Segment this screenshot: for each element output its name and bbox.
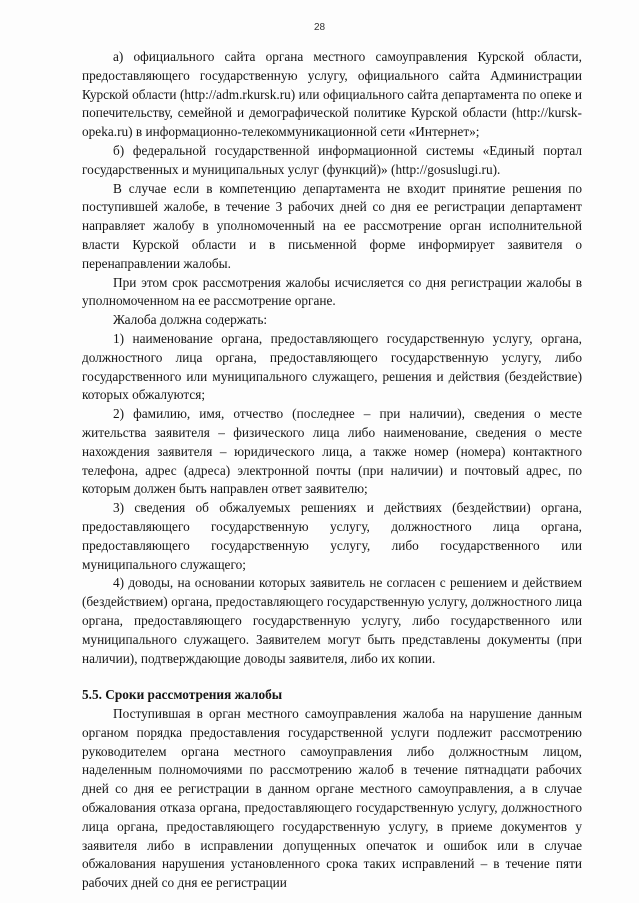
paragraph-requirement-4: 4) доводы, на основании которых заявитель не согласен с решением и действием (бездействием) органа, предоставляющего государственную услугу, должностного лица органа, предоставляющего государственную услугу, либо государственного или муниципального служащего. Заявителем могут быть представлены документы (при наличии), подтверждающие доводы заявителя, либо их копии. [82,575,582,666]
paragraph-item-a: а) официального сайта органа местного самоуправления Курской области, предоставляющего государственную услугу, официального сайта Администрации Курской области (http://adm.rkursk.ru) или официального сайта департамента по опеке и попечительству, семейной и демографической политике Курской области (http://kursk-opeka.ru) в информационно-телекоммуникационной сети «Интернет»; [82,49,582,140]
section-heading: 5.5. Сроки рассмотрения жалобы [82,687,283,703]
paragraph-item-b: б) федеральной государственной информационной системы «Единый портал государственных и муниципальных услуг (функций)» (http://gosuslugi.ru). [82,142,582,177]
paragraph-redirect-complaint: В случае если в компетенцию департамента не входит принятие решения по поступившей жалобе, в течение 3 рабочих дней со дня ее регистрации департамент направляет жалобу в уполномоченный на ее рассмотрение орган исполнительной власти Курской области и в письменной форме информирует заявителя о перенаправлении жалобы. [82,180,582,271]
document-body [82,48,582,893]
paragraph-review-terms: Поступившая в орган местного самоуправления жалоба на нарушение данным органом порядка предоставления государственной услуги подлежит рассмотрению руководителем органа местного самоуправления либо должностным лицом, наделенным полномочиями по рассмотрению жалоб в течение пятнадцати рабочих дней со дня ее регистрации в данном органе местного самоуправления, а в случае обжалования отказа органа, предоставляющего государственную услугу, должностного лица органа, предоставляющего государственную услугу, в приеме документов у заявителя либо в исправлении допущенных опечаток и ошибок или в случае обжалования нарушения установленного срока таких исправлений – в течение пяти рабочих дней со дня ее регистрации [82,706,582,891]
paragraph-requirement-3: 3) сведения об обжалуемых решениях и действиях (бездействии) органа, предоставляющего государственную услугу, должностного лица органа, предоставляющего государственную услугу, либо государственного или муниципального служащего; [82,500,582,572]
paragraph-requirement-1: 1) наименование органа, предоставляющего государственную услугу, органа, должностного лица органа, предоставляющего государственную услугу, либо государственного или муниципального служащего, решения и действия (бездействие) которых обжалуются; [82,330,582,403]
paragraph-complaint-contents-intro: Жалоба должна содержать: [113,312,268,328]
paragraph-requirement-2: 2) фамилию, имя, отчество (последнее – при наличии), сведения о месте жительства заявителя – физического лица либо наименование, сведения о месте нахождения заявителя – юридического лица, а также номер (номера) контактного телефона, адрес (адреса) электронной почты (при наличии) и почтовый адрес, по которым должен быть направлен ответ заявителю; [82,406,582,497]
paragraph-review-period: При этом срок рассмотрения жалобы исчисляется со дня регистрации жалобы в уполномоченном на ее рассмотрение органе. [82,274,582,309]
page-number: 28 [313,22,326,33]
section-spacer [82,668,582,686]
